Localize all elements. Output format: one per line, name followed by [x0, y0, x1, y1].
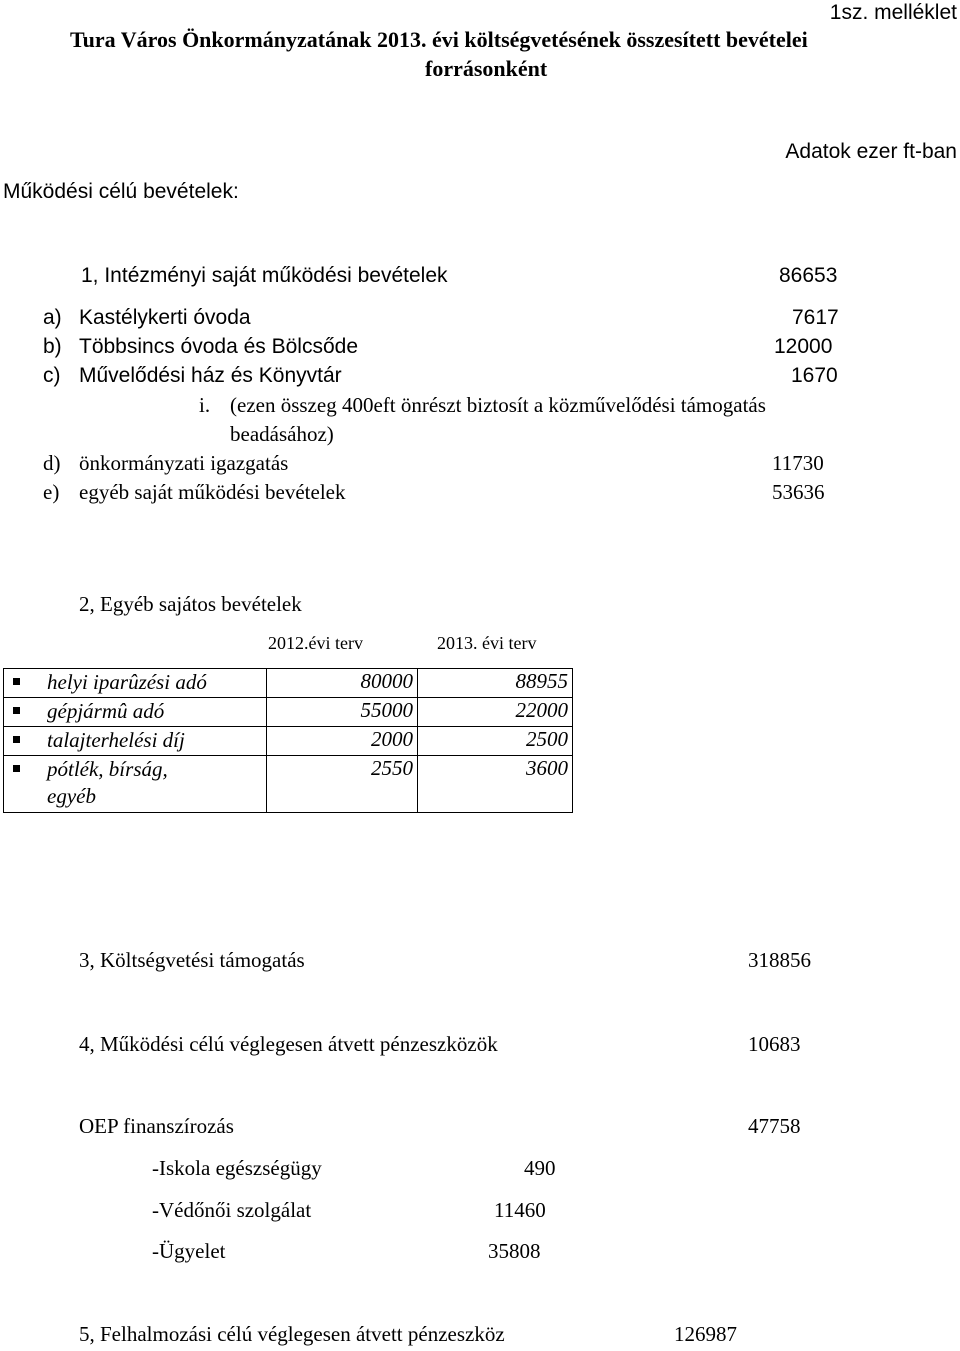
s1-note-line2: beadásához) [230, 422, 334, 446]
item-label: d) [43, 451, 61, 475]
row-2012: 2000 [267, 727, 418, 756]
s5-title: 5, Felhalmozási célú véglegesen átvett pénzeszköz [79, 1322, 505, 1346]
bullet-icon [13, 736, 20, 743]
item-label: a) [43, 306, 62, 329]
item-name: egyéb saját működési bevételek [79, 480, 346, 504]
table-row [4, 698, 573, 727]
item-label: c) [43, 364, 61, 387]
item-value: 7617 [792, 306, 839, 329]
row-name: helyi iparûzési adó [47, 670, 207, 694]
item-name: Többsincs óvoda és Bölcsőde [79, 335, 358, 358]
s4-value: 10683 [748, 1032, 801, 1056]
item-name: Kastélykerti óvoda [79, 306, 251, 329]
s1-title: 1, Intézményi saját működési bevételek [81, 264, 448, 287]
item-name: önkormányzati igazgatás [79, 451, 289, 475]
s1-value: 86653 [779, 264, 838, 287]
row-2012: 80000 [267, 669, 418, 698]
item-name: Művelődési ház és Könyvtár [79, 364, 342, 387]
row-2013: 22000 [418, 698, 573, 727]
item-value: 1670 [791, 364, 838, 387]
table-row [4, 756, 573, 813]
row-2012: 55000 [267, 698, 418, 727]
row-2013: 2500 [418, 727, 573, 756]
table-row [4, 669, 573, 698]
page-title-line2: forrásonként [425, 56, 548, 81]
row-name: pótlék, bírság, [47, 757, 168, 781]
s3-value: 318856 [748, 948, 811, 972]
item-name: -Ügyelet [152, 1239, 226, 1263]
s2-col-2013: 2013. évi terv [437, 633, 537, 653]
s1-note-marker: i. [199, 393, 211, 417]
s2-title: 2, Egyéb sajátos bevételek [79, 592, 302, 616]
row-2013: 88955 [418, 669, 573, 698]
s5-value: 126987 [674, 1322, 737, 1346]
unit-note: Adatok ezer ft-ban [785, 140, 957, 163]
page-title-line1: Tura Város Önkormányzatának 2013. évi költségvetésének összesített bevételei [70, 27, 808, 52]
s2-table [3, 668, 573, 813]
row-2013: 3600 [418, 756, 573, 813]
item-label: b) [43, 335, 62, 358]
oep-value: 47758 [748, 1114, 801, 1138]
item-name: -Iskola egészségügy [152, 1156, 322, 1180]
row-2012: 2550 [267, 756, 418, 813]
s4-title: 4, Működési célú véglegesen átvett pénzeszközök [79, 1032, 498, 1056]
s1-note-line1: (ezen összeg 400eft önrészt biztosít a közművelődési támogatás [230, 393, 766, 417]
item-value: 35808 [488, 1239, 541, 1263]
s3-title: 3, Költségvetési támogatás [79, 948, 305, 972]
bullet-icon [13, 678, 20, 685]
item-value: 53636 [772, 480, 825, 504]
bullet-icon [13, 765, 20, 772]
item-value: 12000 [774, 335, 833, 358]
item-value: 490 [524, 1156, 556, 1180]
table-row [4, 727, 573, 756]
item-value: 11460 [494, 1198, 546, 1222]
oep-title: OEP finanszírozás [79, 1114, 234, 1138]
row-name: talajterhelési díj [47, 728, 185, 752]
s2-col-2012: 2012.évi terv [268, 633, 363, 653]
section-heading: Működési célú bevételek: [3, 180, 239, 203]
row-name-cont: egyéb [47, 784, 96, 808]
item-label: e) [43, 480, 60, 504]
annex-label: 1sz. melléklet [829, 1, 957, 24]
bullet-icon [13, 707, 20, 714]
row-name: gépjármû adó [47, 699, 165, 723]
item-name: -Védőnői szolgálat [152, 1198, 312, 1222]
item-value: 11730 [772, 451, 824, 475]
